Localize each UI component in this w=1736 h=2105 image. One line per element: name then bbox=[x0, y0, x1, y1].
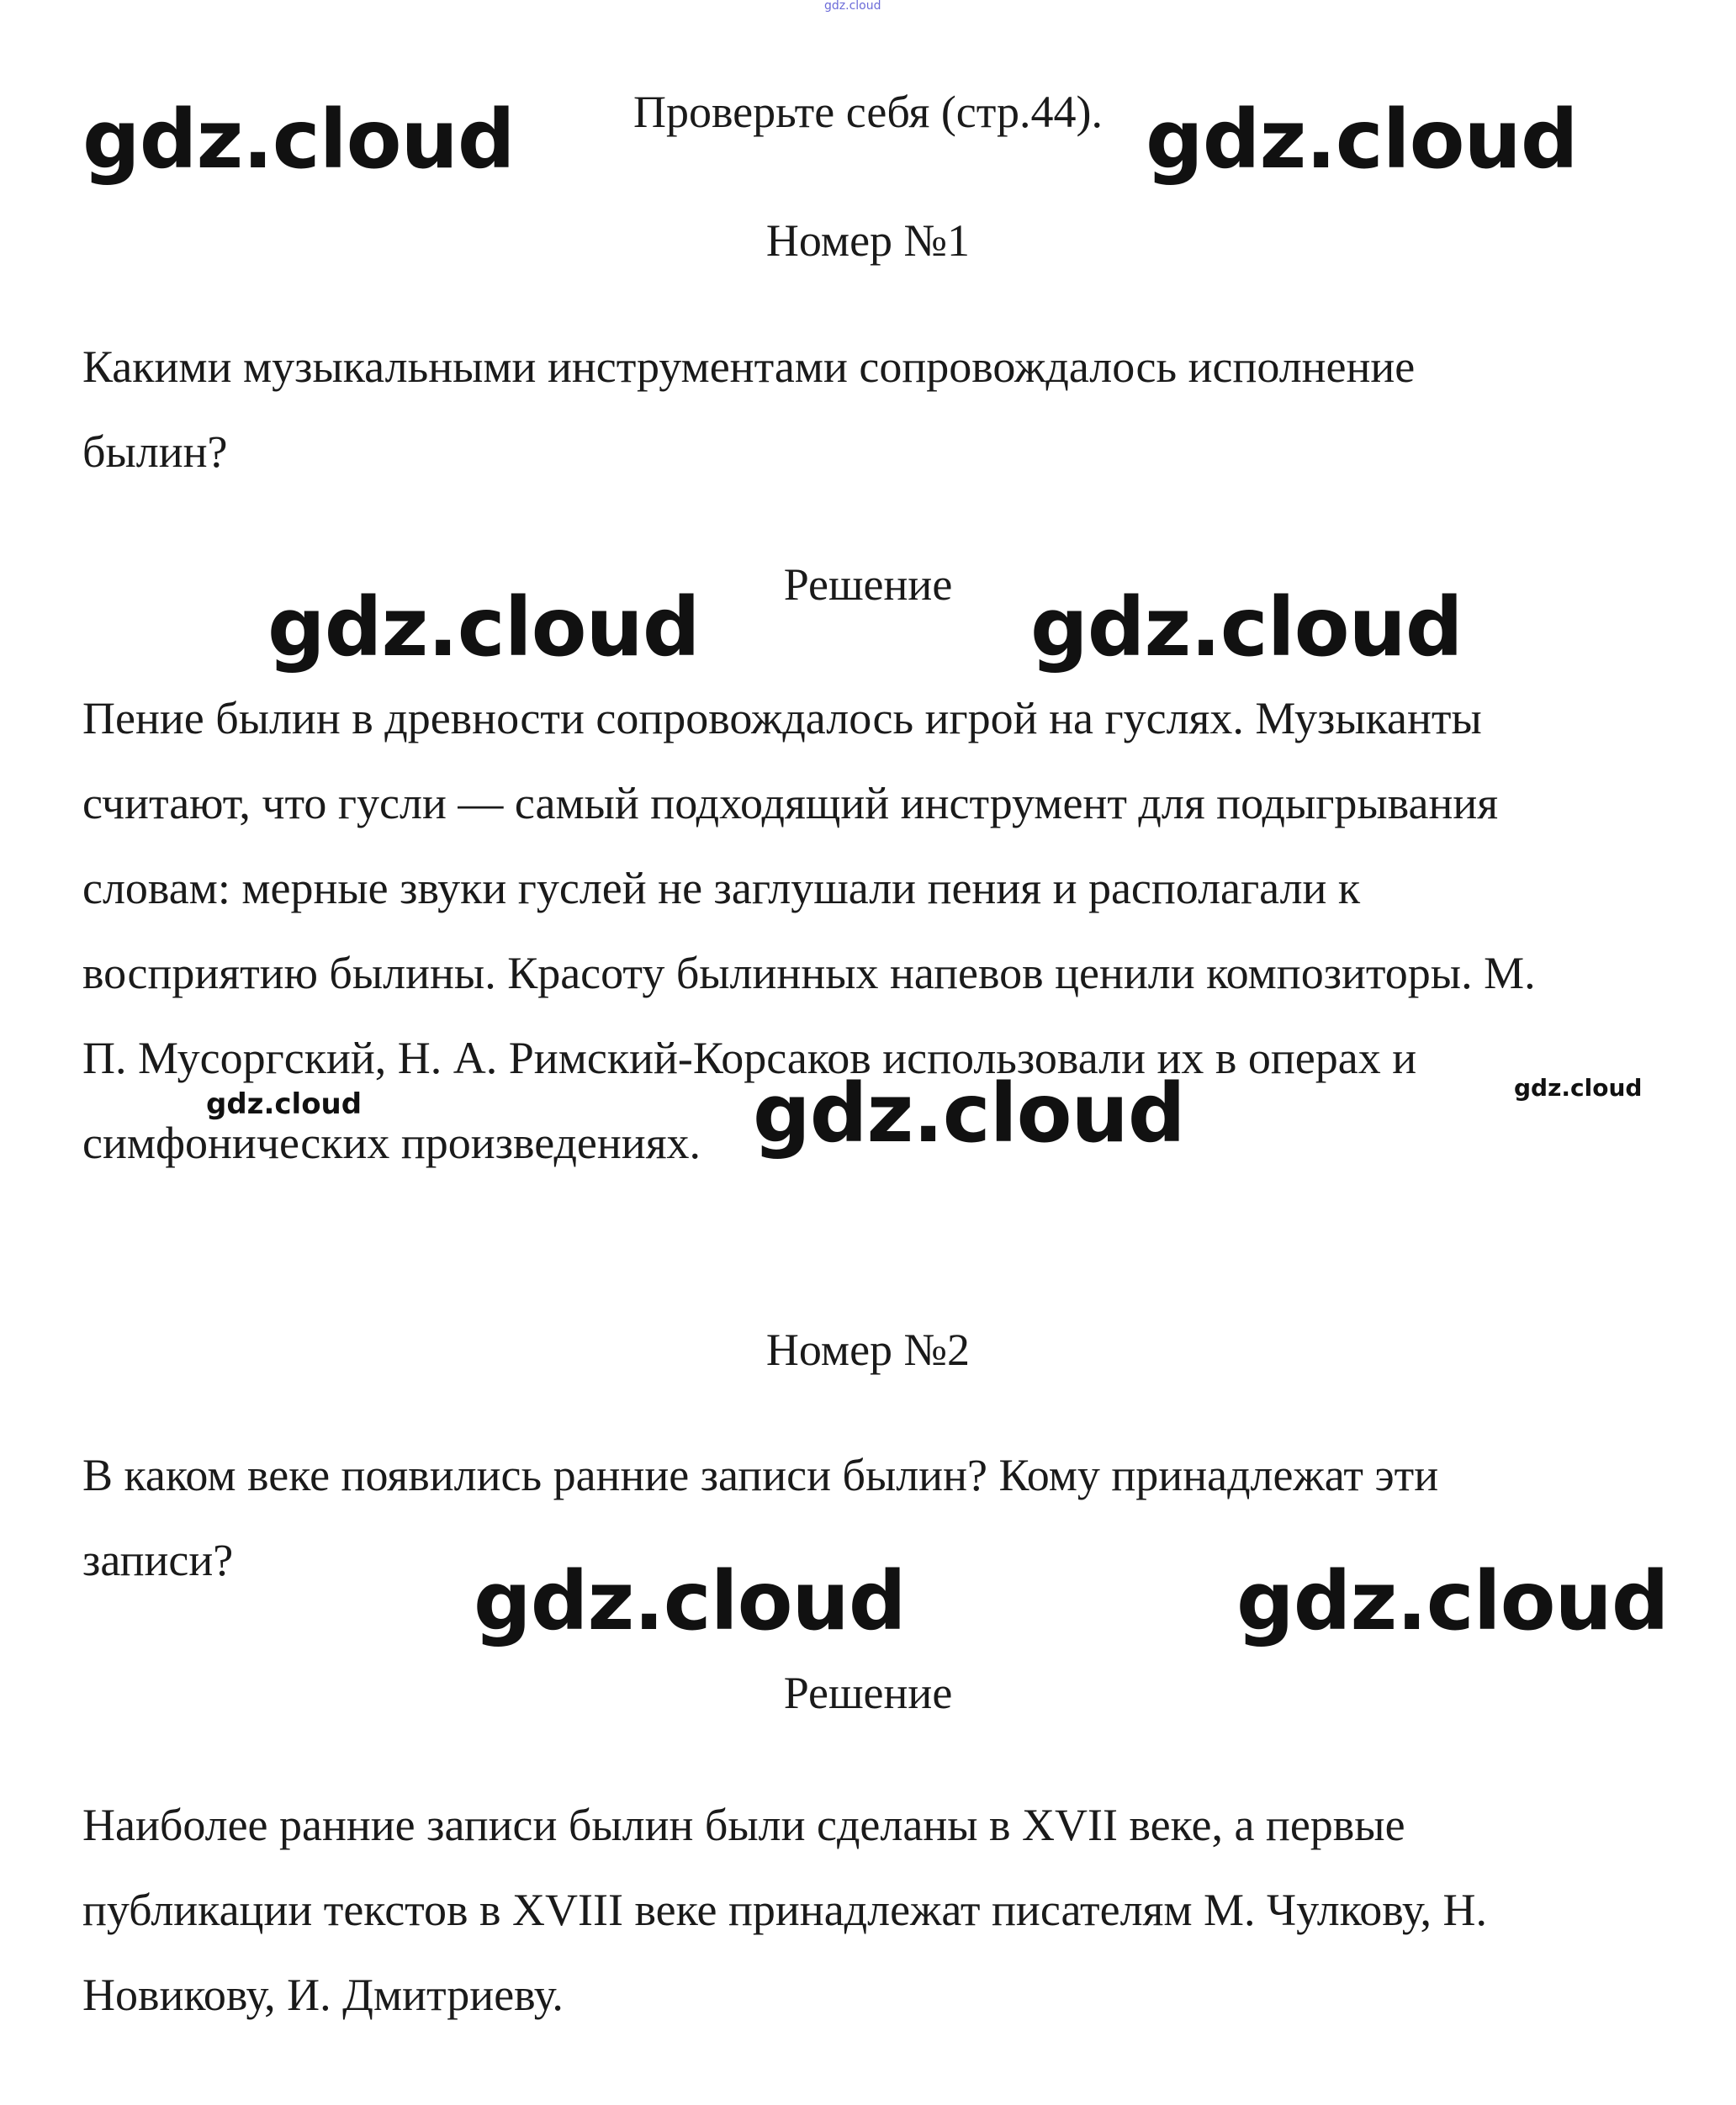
task-2-answer bbox=[82, 1783, 1706, 2038]
question-line: былин? bbox=[82, 426, 228, 477]
watermark: gdz.cloud bbox=[753, 1066, 1185, 1161]
watermark: gdz.cloud bbox=[1030, 580, 1463, 674]
question-line: В каком веке появились ранние записи былин? Кому принадлежат эти bbox=[82, 1450, 1439, 1500]
answer-line: симфонических произведениях. bbox=[82, 1118, 701, 1168]
task-2-number: Номер №2 bbox=[765, 1325, 971, 1375]
task-1-question bbox=[82, 325, 1706, 495]
page-header: Проверьте себя (стр.44). bbox=[632, 87, 1104, 137]
task-1-number: Номер №1 bbox=[765, 215, 971, 266]
task-1-solution-label: Решение bbox=[783, 559, 953, 610]
watermark-tiny: gdz.cloud bbox=[824, 0, 881, 13]
answer-line: Наиболее ранние записи былин были сделаны в XVII веке, а первые bbox=[82, 1800, 1405, 1850]
watermark: gdz.cloud bbox=[1146, 93, 1578, 187]
watermark: gdz.cloud bbox=[1236, 1554, 1669, 1648]
answer-line: восприятию былины. Красоту былинных напевов ценили композиторы. М. bbox=[82, 948, 1536, 998]
answer-line: словам: мерные звуки гуслей не заглушали пения и располагали к bbox=[82, 863, 1361, 913]
watermark: gdz.cloud bbox=[267, 580, 700, 674]
question-line: Какими музыкальными инструментами сопровождалось исполнение bbox=[82, 341, 1416, 392]
answer-line: Пение былин в древности сопровождалось игрой на гуслях. Музыканты bbox=[82, 693, 1482, 743]
watermark: gdz.cloud bbox=[474, 1554, 906, 1648]
answer-line: публикации текстов в XVIII веке принадлежат писателям М. Чулкову, Н. bbox=[82, 1885, 1487, 1935]
answer-line: П. Мусоргский, Н. А. Римский-Корсаков использовали их в операх и bbox=[82, 1033, 1417, 1083]
question-line: записи? bbox=[82, 1535, 234, 1585]
answer-line: считают, что гусли — самый подходящий инструмент для подыгрывания bbox=[82, 778, 1499, 828]
watermark: gdz.cloud bbox=[82, 93, 515, 187]
answer-line: Новикову, И. Дмитриеву. bbox=[82, 1970, 564, 2020]
watermark-small: gdz.cloud bbox=[206, 1087, 363, 1121]
task-2-solution-label: Решение bbox=[783, 1668, 953, 1718]
watermark-small: gdz.cloud bbox=[1514, 1074, 1643, 1102]
